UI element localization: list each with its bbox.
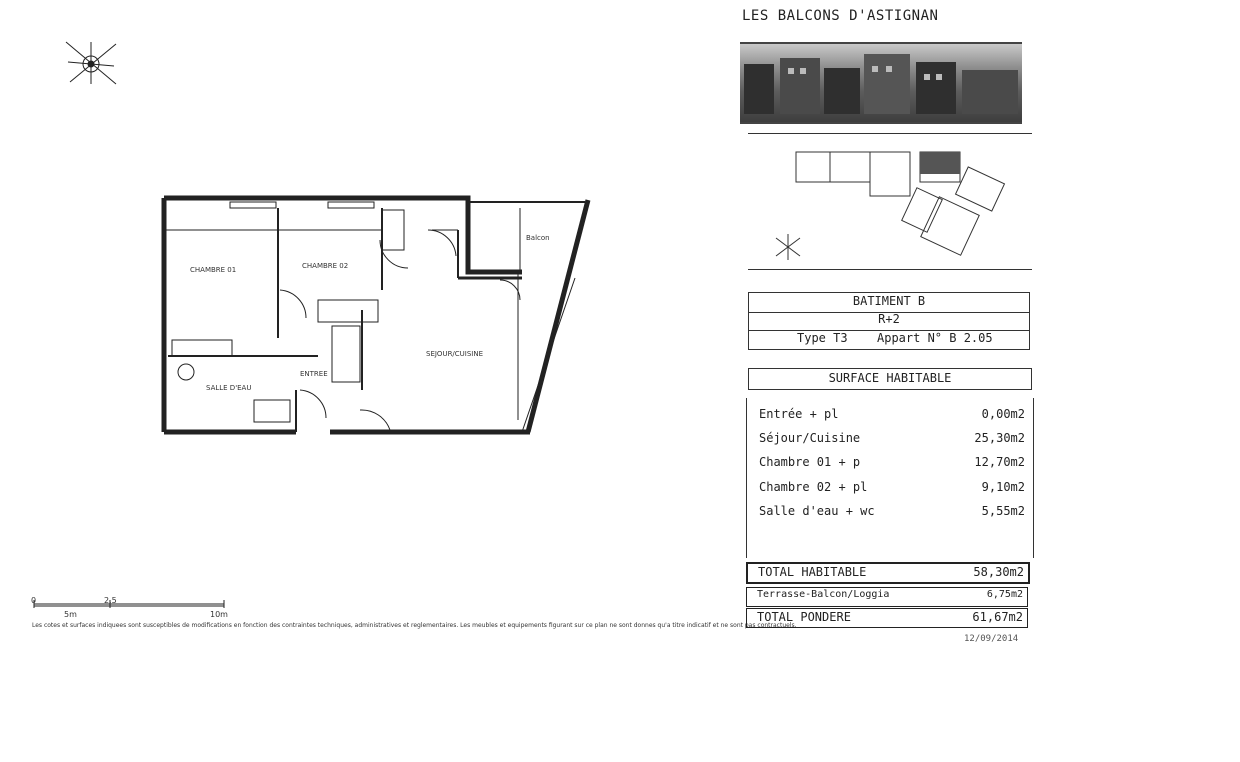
room-name: Séjour/Cuisine bbox=[759, 431, 861, 445]
room-row bbox=[759, 480, 1025, 500]
total-pondere-label: TOTAL PONDERE bbox=[757, 610, 851, 624]
room-name: Chambre 02 + pl bbox=[759, 480, 868, 494]
project-title: LES BALCONS D'ASTIGNAN bbox=[742, 8, 939, 24]
total-pondere bbox=[746, 608, 1028, 628]
room-label-sejour: SEJOUR/CUISINE bbox=[426, 350, 484, 358]
terrasse-label: Terrasse-Balcon/Loggia bbox=[757, 589, 890, 600]
floor-plan bbox=[150, 190, 600, 440]
key-plan-drawing bbox=[748, 134, 1032, 269]
scale-label-b: 2.5 bbox=[104, 596, 117, 605]
room-row bbox=[759, 455, 1025, 475]
room-area: 25,30m2 bbox=[974, 431, 1025, 445]
room-area: 5,55m2 bbox=[981, 504, 1025, 518]
room-row bbox=[759, 504, 1025, 524]
total-habitable-value: 58,30m2 bbox=[973, 565, 1024, 579]
room-label-chambre2: CHAMBRE 02 bbox=[302, 262, 349, 270]
room-label-entree: ENTREE bbox=[300, 370, 328, 378]
room-area: 0,00m2 bbox=[981, 407, 1025, 421]
room-row bbox=[759, 431, 1025, 451]
building-name: BATIMENT B bbox=[748, 292, 1030, 313]
room-label-chambre1: CHAMBRE 01 bbox=[190, 266, 237, 274]
document-reference: 12/09/2014 bbox=[964, 634, 1019, 644]
surface-heading: SURFACE HABITABLE bbox=[748, 368, 1032, 390]
scale-label-c: 5m bbox=[64, 610, 77, 619]
project-photo bbox=[740, 42, 1022, 124]
building-type: Type T3 bbox=[797, 331, 848, 345]
compass-rose-icon bbox=[58, 36, 124, 92]
scale-label-d: 10m bbox=[210, 610, 228, 619]
room-area: 12,70m2 bbox=[974, 455, 1025, 469]
room-name: Salle d'eau + wc bbox=[759, 504, 875, 518]
building-type-line bbox=[748, 330, 1030, 350]
building-appart: Appart N° B 2.05 bbox=[877, 331, 993, 345]
building-info bbox=[748, 292, 1031, 350]
room-label-balcon: Balcon bbox=[526, 234, 550, 242]
scale-bar bbox=[30, 596, 230, 618]
total-habitable bbox=[746, 562, 1030, 584]
room-name: Entrée + pl bbox=[759, 407, 839, 421]
room-name: Chambre 01 + p bbox=[759, 455, 861, 469]
buildings-illustration bbox=[740, 44, 1022, 118]
scale-label-a: 0 bbox=[31, 596, 37, 605]
terrasse-total bbox=[746, 587, 1028, 607]
rooms-table bbox=[746, 398, 1034, 558]
key-plan bbox=[748, 133, 1032, 270]
room-area: 9,10m2 bbox=[981, 480, 1025, 494]
building-level: R+2 bbox=[748, 311, 1030, 331]
plan-disclaimer: Les cotes et surfaces indiquees sont susceptibles de modifications en fonction des contraintes techniques, administratives et reglementaires. Les meubles et equipements figurant sur ce plan ne sont donnes qu'a titre indicatif et ne sont pas contractuels. bbox=[32, 622, 797, 629]
terrasse-value: 6,75m2 bbox=[986, 589, 1023, 600]
total-habitable-label: TOTAL HABITABLE bbox=[758, 565, 867, 579]
room-label-sde: SALLE D'EAU bbox=[206, 384, 252, 392]
room-row bbox=[759, 407, 1025, 427]
total-pondere-value: 61,67m2 bbox=[972, 610, 1023, 624]
